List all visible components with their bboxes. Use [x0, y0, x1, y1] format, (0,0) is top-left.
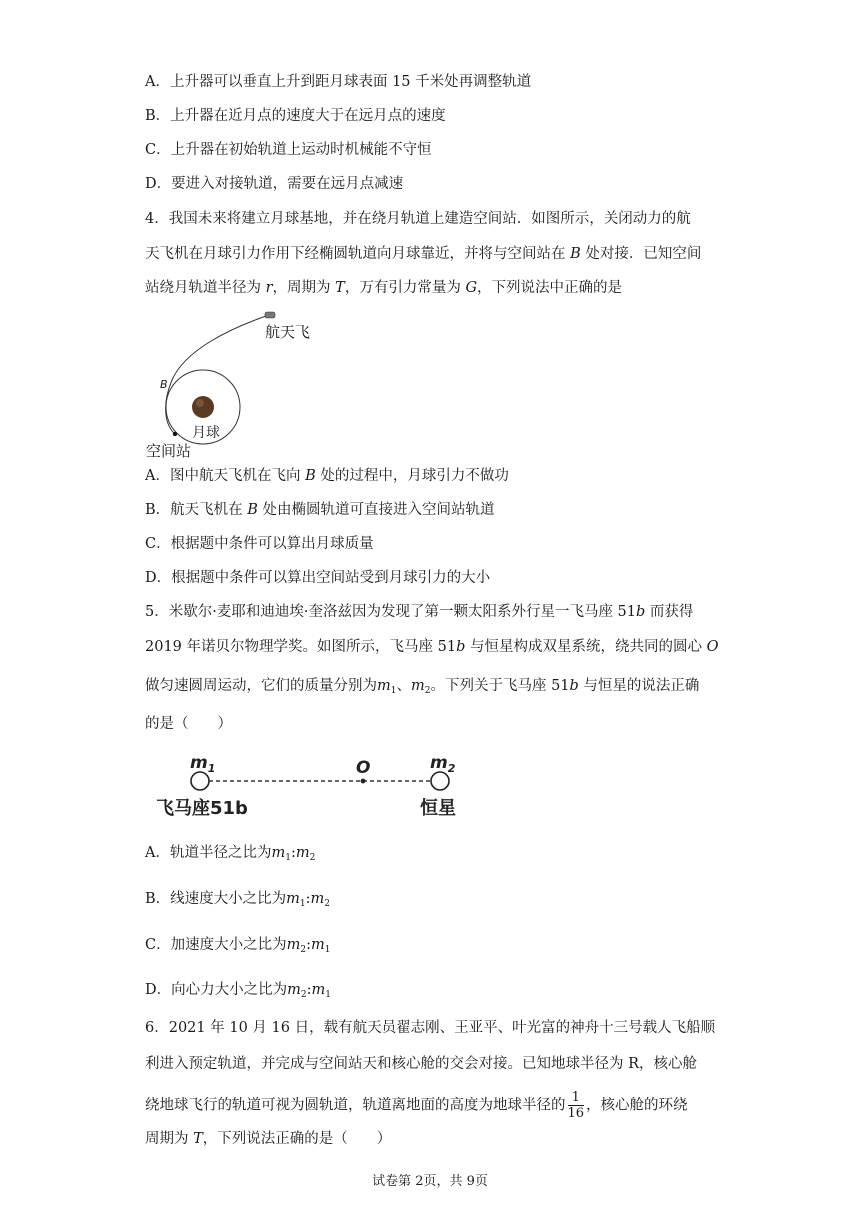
station-label: 空间站 — [146, 442, 192, 460]
planet-label: 飞马座51b — [156, 798, 248, 819]
q4-option-d: D．根据题中条件可以算出空间站受到月球引力的大小 — [145, 570, 491, 586]
q5-stem-line-4: 的是（ ） — [145, 716, 232, 732]
moon-label: 月球 — [192, 425, 220, 441]
moon-highlight — [196, 399, 204, 407]
q5-stem-line-1: 5．米歇尔·麦耶和迪迪埃·奎洛兹因为发现了第一颗太阳系外行星一飞马座 51b 而获得 — [145, 604, 694, 620]
fraction-1-16: $\frac{1}{16}$ — [567, 1090, 585, 1121]
q6-stem-line-3: 绕地球飞行的轨道可视为圆轨道，轨道离地面的高度为地球半径的 $\frac{1}{16}$ ，核心舱的环绕 — [145, 1090, 688, 1121]
center-dot — [361, 779, 366, 784]
elliptical-trajectory — [166, 314, 272, 435]
center-label: O — [356, 758, 371, 778]
q5-stem-line-2: 2019 年诺贝尔物理学奖。如图所示，飞马座 51b 与恒星构成双星系统，绕共同的圆心 O — [145, 639, 719, 655]
q3-option-a: A．上升器可以垂直上升到距月球表面 15 千米处再调整轨道 — [145, 74, 532, 90]
q4-option-a: A．图中航天飞机在飞向 B 处的过程中，月球引力不做功 — [145, 468, 509, 484]
planet-icon — [191, 772, 209, 790]
q5-stem-line-3: 做匀速圆周运动，它们的质量分别为$m_1$、$m_2$。下列关于飞马座 51b 与恒星的说法正确 — [145, 678, 700, 696]
q3-option-c: C．上升器在初始轨道上运动时机械能不守恒 — [145, 142, 432, 158]
q5-option-c: C．加速度大小之比为$m_2:m_1$ — [145, 937, 331, 955]
q5-option-a: A．轨道半径之比为$m_1:m_2$ — [145, 845, 316, 863]
q4-option-c: C．根据题中条件可以算出月球质量 — [145, 536, 374, 552]
moon-icon — [192, 396, 214, 418]
q5-option-d: D．向心力大小之比为$m_2:m_1$ — [145, 982, 331, 1000]
m1-label: $m_1$ — [190, 753, 216, 775]
q4-option-b: B．航天飞机在 B 处由椭圆轨道可直接进入空间站轨道 — [145, 502, 495, 518]
point-b-label: B — [160, 378, 168, 391]
q5-option-b: B．线速度大小之比为$m_1:m_2$ — [145, 891, 331, 909]
m2-label: $m_2$ — [430, 753, 456, 775]
q4-stem-line-1: 4．我国未来将建立月球基地，并在绕月轨道上建造空间站．如图所示，关闭动力的航 — [145, 211, 691, 227]
q3-option-b: B．上升器在近月点的速度大于在远月点的速度 — [145, 108, 446, 124]
page-footer: 试卷第 2页，共 9页 — [372, 1174, 488, 1189]
q4-stem-line-2: 天飞机在月球引力作用下经椭圆轨道向月球靠近，并将与空间站在 B 处对接．已知空间 — [145, 246, 702, 262]
q6-stem-line-1: 6．2021 年 10 月 16 日，载有航天员翟志刚、王亚平、叶光富的神舟十三号载人飞船顺 — [145, 1020, 716, 1036]
shuttle-icon — [265, 312, 275, 318]
q3-option-d: D．要进入对接轨道，需要在远月点减速 — [145, 176, 404, 192]
star-icon — [431, 772, 449, 790]
star-label: 恒星 — [420, 798, 456, 819]
q6-stem-line-4: 周期为 T，下列说法正确的是（ ） — [145, 1131, 392, 1147]
q5-binary-figure — [150, 750, 470, 820]
q4-orbit-figure — [140, 310, 340, 460]
shuttle-label: 航天飞 — [265, 323, 311, 341]
q6-stem-line-2: 利进入预定轨道，并完成与空间站天和核心舱的交会对接。已知地球半径为 R，核心舱 — [145, 1056, 698, 1072]
q4-stem-line-3: 站绕月轨道半径为 r，周期为 T，万有引力常量为 G，下列说法中正确的是 — [145, 280, 623, 296]
station-dot — [173, 432, 177, 436]
